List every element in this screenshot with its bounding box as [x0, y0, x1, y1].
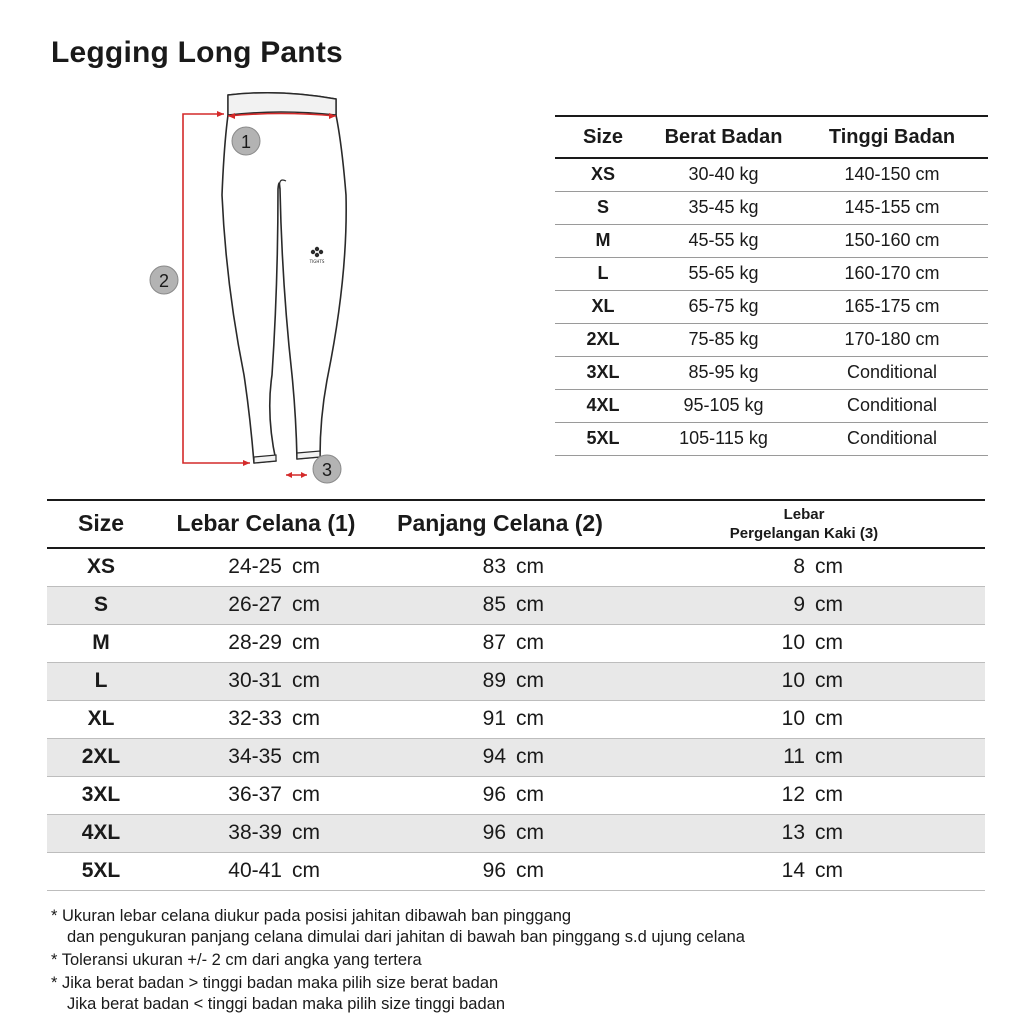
measure-unit: cm [516, 821, 544, 844]
measure-unit: cm [815, 631, 843, 654]
table-row [555, 389, 988, 422]
header-height: Tinggi Badan [796, 116, 988, 158]
size-cell: 4XL [555, 389, 651, 422]
measure-unit: cm [815, 593, 843, 616]
size-cell: XS [47, 548, 155, 586]
note-line: * Ukuran lebar celana diukur pada posisi jahitan dibawah ban pinggang [51, 907, 572, 925]
measure-unit: cm [292, 821, 320, 844]
measurement-table-body [47, 548, 985, 890]
measure-unit: cm [292, 859, 320, 882]
size-cell: 2XL [47, 738, 155, 776]
table-row [47, 548, 985, 586]
size-cell: 5XL [555, 422, 651, 455]
measure-unit: cm [516, 555, 544, 579]
pants-length-cell [377, 852, 623, 890]
ankle-width-cell [623, 548, 985, 586]
size-cell: XL [47, 700, 155, 738]
measure-unit: cm [815, 707, 843, 730]
weight-cell: 45-55 kg [651, 224, 796, 257]
ankle-width-cell [623, 662, 985, 700]
table-row [555, 158, 988, 191]
ankle-width-cell [623, 586, 985, 624]
pants-length-cell [377, 738, 623, 776]
page-title: Legging Long Pants [51, 36, 343, 69]
weight-cell: 85-95 kg [651, 356, 796, 389]
measurement-table [47, 499, 985, 891]
marker-1 [232, 127, 260, 155]
measure-unit: cm [815, 821, 843, 844]
table-row [47, 586, 985, 624]
marker-3 [313, 455, 341, 483]
header-ankle-line1: Lebar [783, 505, 825, 523]
pants-length-cell [377, 548, 623, 586]
measure-value: 24-25 [228, 555, 282, 579]
body-size-table [555, 115, 988, 456]
measure-value: 12 [781, 783, 805, 806]
measure-value: 30-31 [228, 669, 282, 692]
height-cell: Conditional [796, 422, 988, 455]
marker-2 [150, 266, 178, 294]
note-line: dan pengukuran panjang celana dimulai dari jahitan di bawah ban pinggang s.d ujung celana [67, 928, 745, 946]
measure-value: 10 [781, 669, 805, 692]
table-row [555, 422, 988, 455]
ankle-cuff-right [297, 451, 320, 459]
size-cell: L [555, 257, 651, 290]
measure-unit: cm [815, 669, 843, 692]
table-row [47, 776, 985, 814]
measure-unit: cm [815, 745, 843, 768]
measure-unit: cm [292, 745, 320, 768]
measure-value: 36-37 [228, 783, 282, 806]
measure-unit: cm [292, 555, 320, 579]
height-cell: 140-150 cm [796, 158, 988, 191]
brand-logo-text: TIGHTS [309, 259, 325, 264]
svg-text:3: 3 [321, 460, 333, 480]
measure-value: 96 [482, 821, 506, 844]
ankle-width-cell [623, 738, 985, 776]
table-row [555, 191, 988, 224]
measure-unit: cm [516, 783, 544, 806]
body-table-header [555, 116, 988, 158]
measure-value: 91 [482, 707, 506, 730]
measure-unit: cm [516, 631, 544, 654]
measure-value: 32-33 [228, 707, 282, 730]
note-line: * Jika berat badan > tinggi badan maka pilih size berat badan [51, 974, 499, 992]
size-cell: 2XL [555, 323, 651, 356]
height-cell: 150-160 cm [796, 224, 988, 257]
table-row [47, 738, 985, 776]
size-cell: 3XL [47, 776, 155, 814]
ankle-width-cell [623, 852, 985, 890]
measure-unit: cm [292, 631, 320, 654]
measure-value: 89 [482, 669, 506, 692]
pants-length-cell [377, 700, 623, 738]
pants-length-cell [377, 776, 623, 814]
header-weight: Berat Badan [651, 116, 796, 158]
table-row [47, 624, 985, 662]
header-pants-length: Panjang Celana (2) [377, 500, 623, 548]
pants-length-cell [377, 624, 623, 662]
waistband [228, 93, 336, 115]
header-pants-width: Lebar Celana (1) [155, 500, 377, 548]
notes [51, 906, 991, 1015]
measure-value: 34-35 [228, 745, 282, 768]
measure-value: 87 [482, 631, 506, 654]
pants-width-cell [155, 738, 377, 776]
ankle-width-cell [623, 624, 985, 662]
measure-value: 96 [482, 859, 506, 882]
size-cell: M [47, 624, 155, 662]
weight-cell: 75-85 kg [651, 323, 796, 356]
table-row [47, 662, 985, 700]
measure-unit: cm [292, 669, 320, 692]
legging-diagram [140, 85, 360, 485]
pants-width-cell [155, 624, 377, 662]
measure-value: 96 [482, 783, 506, 806]
size-cell: M [555, 224, 651, 257]
measure-unit: cm [516, 593, 544, 616]
ankle-width-cell [623, 776, 985, 814]
measure-value: 28-29 [228, 631, 282, 654]
height-cell: 145-155 cm [796, 191, 988, 224]
measure-value: 14 [781, 859, 805, 882]
note-line: Jika berat badan < tinggi badan maka pilih size tinggi badan [67, 995, 506, 1013]
size-cell: S [555, 191, 651, 224]
size-cell: XL [555, 290, 651, 323]
header-size: Size [47, 500, 155, 548]
measure-unit: cm [516, 745, 544, 768]
weight-cell: 95-105 kg [651, 389, 796, 422]
size-cell: L [47, 662, 155, 700]
header-ankle-width [623, 500, 985, 548]
svg-text:1: 1 [240, 132, 252, 152]
pants-width-cell [155, 776, 377, 814]
svg-text:2: 2 [158, 271, 170, 291]
pants-width-cell [155, 700, 377, 738]
measure-unit: cm [815, 783, 843, 806]
size-cell: S [47, 586, 155, 624]
height-cell: 165-175 cm [796, 290, 988, 323]
measure-value: 11 [783, 745, 805, 768]
measure-value: 10 [781, 707, 805, 730]
pants-width-cell [155, 586, 377, 624]
table-row [555, 356, 988, 389]
height-cell: Conditional [796, 389, 988, 422]
size-cell: 5XL [47, 852, 155, 890]
table-row [555, 290, 988, 323]
size-cell: 4XL [47, 814, 155, 852]
measure-unit: cm [516, 707, 544, 730]
table-row [555, 224, 988, 257]
weight-cell: 55-65 kg [651, 257, 796, 290]
measure-value: 13 [781, 821, 805, 844]
table-row [47, 814, 985, 852]
note-line: * Toleransi ukuran +/- 2 cm dari angka yang tertera [51, 951, 422, 969]
measure-value: 26-27 [228, 593, 282, 616]
pants-width-cell [155, 548, 377, 586]
pants-width-cell [155, 852, 377, 890]
pants-length-cell [377, 586, 623, 624]
measure-value: 85 [482, 593, 506, 616]
measure-unit: cm [292, 593, 320, 616]
table-row [555, 323, 988, 356]
ankle-width-cell [623, 700, 985, 738]
weight-cell: 105-115 kg [651, 422, 796, 455]
measure-unit: cm [815, 859, 843, 882]
measure-value: 38-39 [228, 821, 282, 844]
weight-cell: 30-40 kg [651, 158, 796, 191]
measure-value: 40-41 [228, 859, 282, 882]
height-cell: 170-180 cm [796, 323, 988, 356]
size-cell: XS [555, 158, 651, 191]
size-cell: 3XL [555, 356, 651, 389]
height-cell: 160-170 cm [796, 257, 988, 290]
measure-unit: cm [292, 707, 320, 730]
pants-width-cell [155, 662, 377, 700]
measure-unit: cm [815, 555, 843, 579]
ankle-width-cell [623, 814, 985, 852]
header-ankle-line2: Pergelangan Kaki (3) [729, 525, 879, 542]
measure-value: 8 [793, 555, 805, 579]
measure-value: 94 [482, 745, 506, 768]
height-cell: Conditional [796, 356, 988, 389]
table-row [47, 700, 985, 738]
measure-unit: cm [516, 669, 544, 692]
pants-length-cell [377, 662, 623, 700]
table-row [47, 852, 985, 890]
measure-unit: cm [516, 859, 544, 882]
weight-cell: 65-75 kg [651, 290, 796, 323]
measure-unit: cm [292, 783, 320, 806]
header-size: Size [555, 116, 651, 158]
measure-value: 83 [482, 555, 506, 579]
table-row [555, 257, 988, 290]
pants-length-cell [377, 814, 623, 852]
pants-width-cell [155, 814, 377, 852]
ankle-cuff-left [254, 455, 276, 463]
measure-value: 9 [793, 593, 805, 616]
weight-cell: 35-45 kg [651, 191, 796, 224]
measurement-table-header [47, 500, 985, 548]
measure-value: 10 [781, 631, 805, 654]
